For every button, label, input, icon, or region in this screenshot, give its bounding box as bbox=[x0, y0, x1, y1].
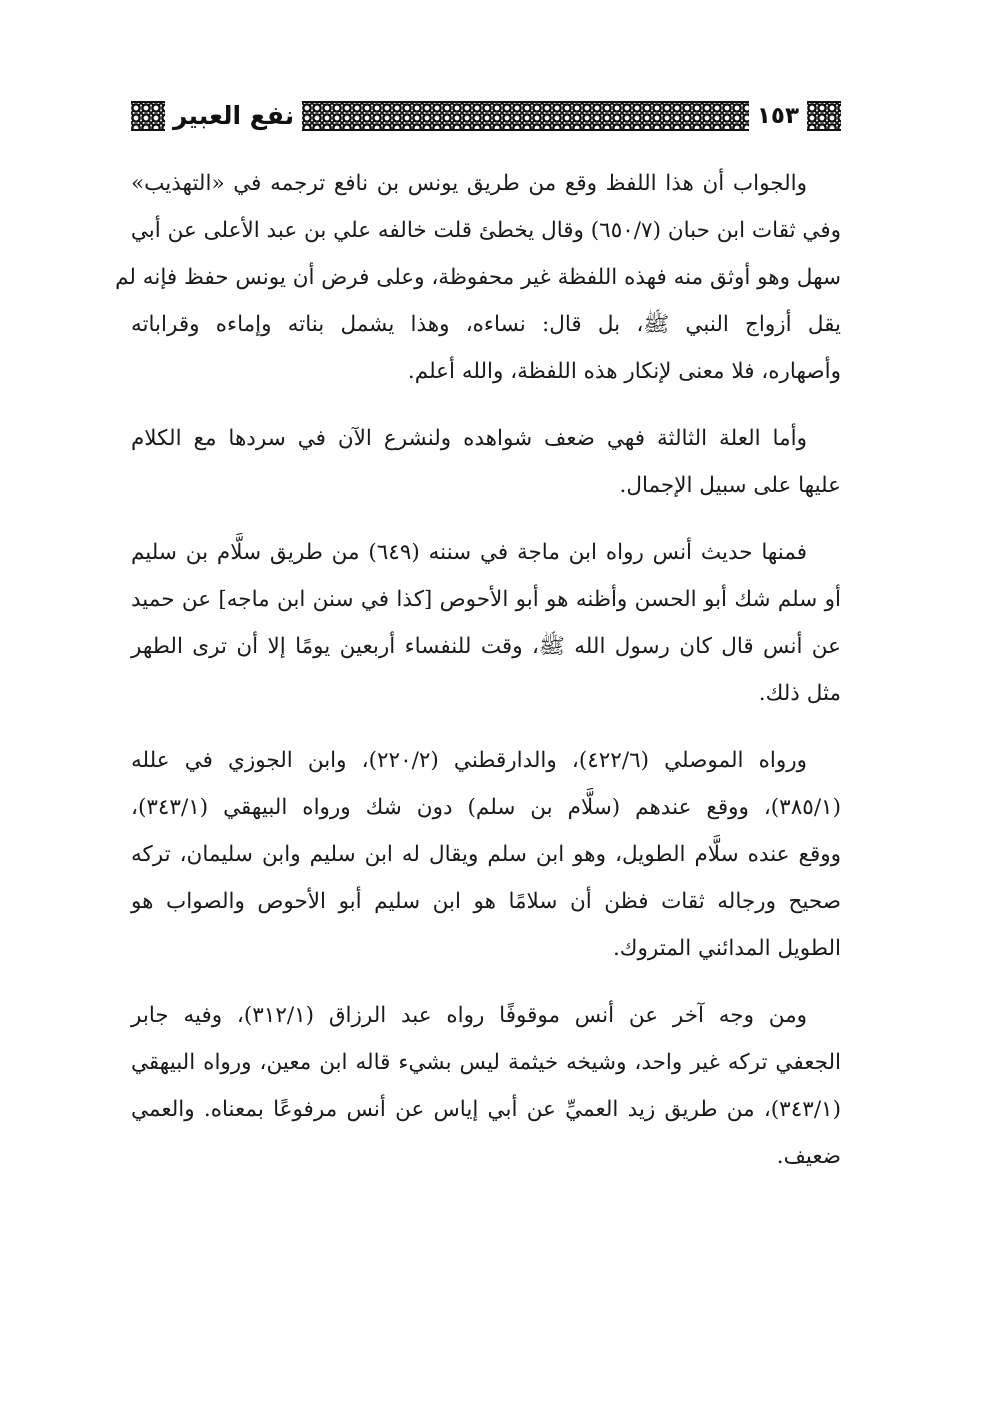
text-line: مثل ذلك. bbox=[758, 681, 841, 706]
ornament-right bbox=[807, 101, 841, 131]
text-line: يقل أزواج النبي ﷺ، بل قال: نساءه، وهذا يشمل بناته وإماءه وقراباته bbox=[131, 312, 841, 337]
text-line: ورواه الموصلي (٤٢٢/٦)، والدارقطني (٢٢٠/٢)، وابن الجوزي في علله bbox=[131, 748, 807, 773]
text-line: أو سلم شك أبو الحسن وأظنه هو أبو الأحوص [كذا في سنن ابن ماجه] عن حميد bbox=[131, 587, 841, 612]
text-line: وأصهاره، فلا معنى لإنكار هذه اللفظة، والله أعلم. bbox=[407, 359, 841, 384]
text-line: ومن وجه آخر عن أنس موقوفًا رواه عبد الرزاق (٣١٢/١)، وفيه جابر bbox=[131, 1003, 807, 1028]
text-line: وفي ثقات ابن حبان (٦٥٠/٧) وقال يخطئ قلت خالفه علي بن عبد الأعلى عن أبي bbox=[130, 218, 841, 243]
ornament-middle bbox=[302, 101, 749, 131]
page-number: ١٥٣ bbox=[756, 103, 799, 129]
text-line: فمنها حديث أنس رواه ابن ماجة في سننه (٦٤٩) من طريق سلَّام بن سليم bbox=[131, 540, 808, 565]
running-header bbox=[131, 96, 841, 136]
text-line: ووقع عنده سلَّام الطويل، وهو ابن سلم ويقال له ابن سليم وابن سليمان، تركه bbox=[131, 842, 841, 867]
paragraph-1 bbox=[115, 160, 841, 395]
text-line: والجواب أن هذا اللفظ وقع من طريق يونس بن نافع ترجمه في «التهذيب» bbox=[131, 171, 807, 196]
text-line: صحيح ورجاله ثقات فظن أن سلامًا هو ابن سليم أبو الأحوص والصواب هو bbox=[131, 889, 841, 914]
text-line: الطويل المدائني المتروك. bbox=[612, 936, 841, 961]
paragraph-3 bbox=[131, 529, 841, 717]
text-line: (٣٤٣/١)، من طريق زيد العميِّ عن أبي إياس عن أنس مرفوعًا بمعناه. والعمي bbox=[131, 1097, 841, 1122]
text-line: سهل وهو أوثق منه فهذه اللفظة غير محفوظة، وعلى فرض أن يونس حفظ فإنه لم bbox=[115, 265, 841, 290]
text-line: (٣٨٥/١)، ووقع عندهم (سلَّام بن سلم) دون شك ورواه البيهقي (٣٤٣/١)، bbox=[131, 795, 841, 820]
paragraph-2 bbox=[131, 415, 841, 509]
book-title: نفع العبير bbox=[173, 101, 295, 130]
text-line: عن أنس قال كان رسول الله ﷺ، وقت للنفساء أربعين يومًا إلا أن ترى الطهر bbox=[131, 634, 841, 659]
paragraph-4 bbox=[131, 737, 841, 972]
text-line: عليها على سبيل الإجمال. bbox=[619, 473, 841, 498]
page-body bbox=[115, 160, 841, 1200]
text-line: وأما العلة الثالثة فهي ضعف شواهده ولنشرع الآن في سردها مع الكلام bbox=[131, 426, 807, 451]
text-line: ضعيف. bbox=[776, 1144, 841, 1169]
paragraph-5 bbox=[131, 992, 841, 1180]
text-line: الجعفي تركه غير واحد، وشيخه خيثمة ليس بشيء قاله ابن معين، ورواه البيهقي bbox=[131, 1050, 841, 1075]
ornament-left bbox=[131, 101, 165, 131]
